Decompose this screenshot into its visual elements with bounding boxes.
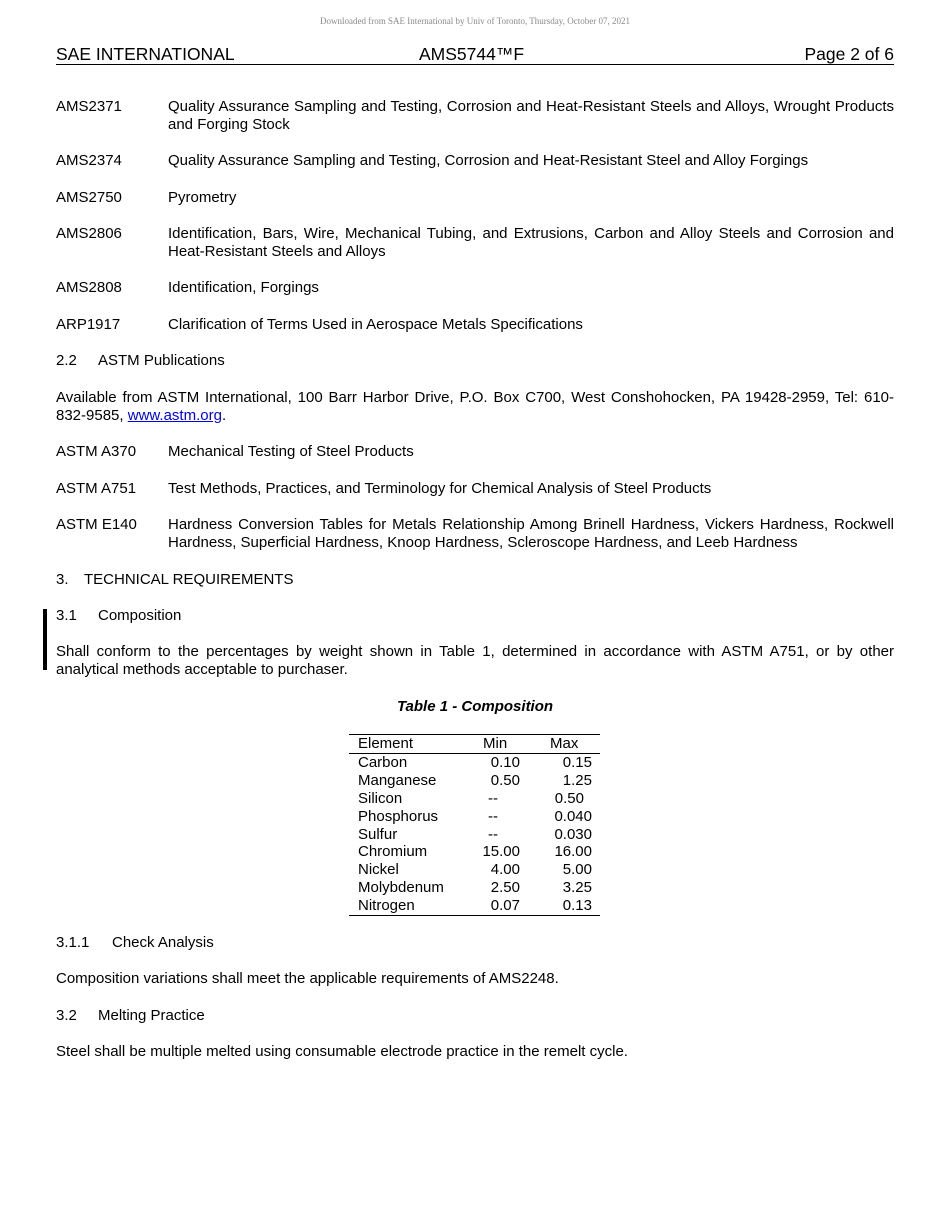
element-name: Silicon (358, 789, 403, 807)
section-title: ASTM Publications (98, 352, 225, 369)
element-name: Molybdenum (358, 879, 444, 897)
reference-description: Pyrometry (168, 189, 237, 206)
reference-description: Mechanical Testing of Steel Products (168, 443, 414, 460)
element-name: Phosphorus (358, 807, 439, 825)
table-row (349, 826, 600, 844)
reference-description: Clarification of Terms Used in Aerospace Metals Specifications (168, 316, 583, 333)
reference-description: Quality Assurance Sampling and Testing, Corrosion and Heat-Resistant Steel and Alloy Forgings (168, 152, 809, 169)
element-name: Nitrogen (358, 897, 415, 915)
max-value: 16.00 (554, 843, 592, 861)
reference-entry (56, 443, 894, 461)
min-value: -- (488, 789, 498, 807)
min-value: 0.10 (490, 754, 520, 771)
section-heading (56, 571, 894, 589)
reference-code: AMS2371 (56, 98, 122, 115)
element-name: Sulfur (358, 825, 398, 843)
reference-code: AMS2374 (56, 152, 122, 169)
reference-code: AMS2750 (56, 189, 122, 206)
table-caption: Table 1 - Composition (396, 698, 554, 715)
section-heading (56, 1007, 894, 1025)
section-heading (56, 934, 894, 952)
table-row (349, 843, 600, 861)
reference-entry (56, 279, 894, 297)
table-row (349, 754, 600, 772)
header-organization: SAE INTERNATIONAL (56, 44, 235, 64)
section-number: 3.1.1 (56, 934, 90, 951)
element-name: Manganese (358, 771, 437, 789)
header-min: Min (483, 735, 508, 752)
astm-availability-text: Available from ASTM International, 100 Barr Harbor Drive, P.O. Box C700, West Conshohocken, PA 19428-2959, Tel: 610-832-9585, (56, 389, 894, 424)
section-number: 3. (56, 571, 69, 588)
section-title: Check Analysis (112, 934, 214, 951)
section-heading (56, 607, 894, 625)
section-number: 3.1 (56, 607, 77, 624)
section-heading (56, 352, 894, 370)
reference-code: ASTM A370 (56, 443, 137, 460)
reference-code: ARP1917 (56, 316, 121, 333)
astm-website-link[interactable]: www.astm.org (127, 407, 222, 424)
table-header-row (349, 735, 600, 754)
revision-change-bar (43, 609, 47, 670)
section-number: 3.2 (56, 1007, 77, 1024)
element-name: Nickel (358, 861, 399, 879)
max-value: 1.25 (562, 771, 592, 789)
reference-description: Hardness Conversion Tables for Metals Relationship Among Brinell Hardness, Vickers Hardness, Rockwell Hardness, Superficial Hardness, Knoop Hardness, Scleroscope Hardness, and Leeb Hardness (168, 516, 894, 551)
section-title: TECHNICAL REQUIREMENTS (84, 571, 294, 588)
reference-entry (56, 516, 894, 552)
element-name: Carbon (358, 754, 408, 771)
max-value: 5.00 (562, 861, 592, 879)
page-header (56, 44, 894, 65)
composition-table (349, 734, 600, 916)
astm-availability-paragraph (56, 389, 894, 425)
melting-practice-paragraph: Steel shall be multiple melted using consumable electrode practice in the remelt cycle. (56, 1043, 628, 1060)
reference-code: AMS2808 (56, 279, 122, 296)
composition-paragraph: Shall conform to the percentages by weight shown in Table 1, determined in accordance with ASTM A751, or by other analytical methods acceptable to purchaser. (56, 643, 894, 678)
section-title: Composition (98, 607, 182, 624)
reference-description: Identification, Forgings (168, 279, 319, 296)
reference-entry (56, 316, 894, 334)
table-row (349, 897, 600, 915)
astm-availability-period: . (221, 407, 227, 424)
section-title: Melting Practice (98, 1007, 205, 1024)
max-value: 0.15 (562, 754, 592, 771)
table-row (349, 772, 600, 790)
max-value: 3.25 (562, 879, 592, 897)
element-name: Chromium (358, 843, 428, 861)
min-value: 0.50 (490, 771, 520, 789)
reference-description: Quality Assurance Sampling and Testing, Corrosion and Heat-Resistant Steels and Alloys, Wrought Products and Forging Stock (168, 98, 894, 133)
max-value: 0.50 (554, 789, 584, 807)
table-row (349, 879, 600, 897)
min-value: 2.50 (490, 879, 520, 897)
reference-code: AMS2806 (56, 225, 122, 242)
min-value: 15.00 (482, 843, 520, 861)
reference-entry (56, 480, 894, 498)
reference-description: Test Methods, Practices, and Terminology for Chemical Analysis of Steel Products (168, 480, 712, 497)
table-row (349, 861, 600, 879)
max-value: 0.030 (554, 825, 592, 843)
min-value: 0.07 (490, 897, 520, 915)
reference-entry (56, 225, 894, 261)
reference-entry (56, 98, 894, 134)
header-page-number: Page 2 of 6 (804, 44, 894, 64)
max-value: 0.040 (554, 807, 592, 825)
reference-entry (56, 152, 894, 170)
min-value: -- (488, 825, 498, 843)
table-row (349, 790, 600, 808)
reference-code: ASTM E140 (56, 516, 137, 533)
min-value: -- (488, 807, 498, 825)
min-value: 4.00 (490, 861, 520, 879)
check-analysis-paragraph: Composition variations shall meet the applicable requirements of AMS2248. (56, 970, 559, 987)
section-number: 2.2 (56, 352, 77, 369)
reference-description: Identification, Bars, Wire, Mechanical Tubing, and Extrusions, Carbon and Alloy Steels and Corrosion and Heat-Resistant Steels and Alloys (168, 225, 894, 260)
header-element: Element (358, 735, 414, 752)
reference-entry (56, 189, 894, 207)
header-document-number: AMS5744™F (419, 44, 525, 64)
max-value: 0.13 (562, 897, 592, 915)
table-row (349, 808, 600, 826)
download-watermark: Downloaded from SAE International by Univ of Toronto, Thursday, October 07, 2021 (320, 16, 630, 26)
reference-code: ASTM A751 (56, 480, 137, 497)
header-max: Max (550, 735, 579, 752)
